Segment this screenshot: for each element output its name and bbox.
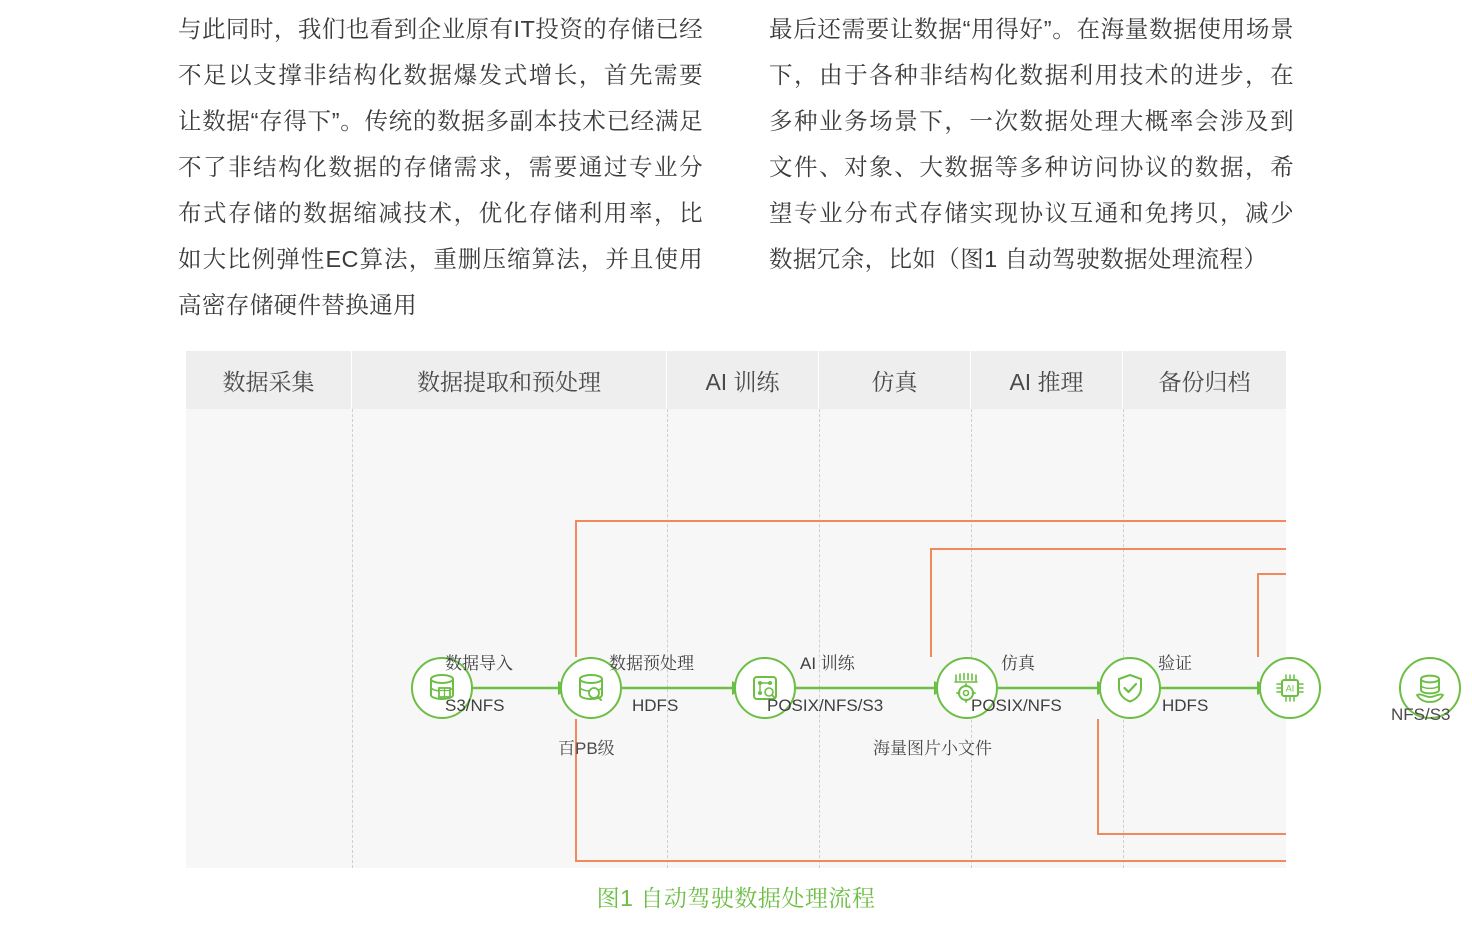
phase-header-row bbox=[186, 351, 1286, 409]
svg-text:AI: AI bbox=[1285, 683, 1295, 694]
phase-backup-archive: 备份归档 bbox=[1158, 368, 1251, 395]
flow-label-protocol: POSIX/NFS bbox=[971, 696, 1062, 715]
lane-divider bbox=[1123, 409, 1125, 868]
lane-divider bbox=[352, 409, 354, 868]
node-sublabel-ai-training: 海量图片小文件 bbox=[873, 739, 992, 758]
phase-data-extraction: 数据提取和预处理 bbox=[352, 351, 667, 409]
ai-chip-icon bbox=[1272, 670, 1308, 706]
lane-divider bbox=[667, 409, 669, 868]
node-simulation[interactable] bbox=[1099, 657, 1161, 719]
flow-label-protocol: HDFS bbox=[632, 696, 679, 715]
flow-label-protocol: S3/NFS bbox=[445, 696, 505, 715]
connector-wires bbox=[186, 409, 1286, 868]
phase-ai-inference: AI 推理 bbox=[971, 351, 1123, 409]
paragraph-left: 与此同时，我们也看到企业原有IT投资的存储已经不足以支撑非结构化数据爆发式增长，首先需要让数据“存得下”。传统的数据多副本技术已经满足不了非结构化数据的存储需求，需要通过专业分布式存储的数据缩减技术，优化存储利用率，比如大比例弹性EC算法，重删压缩算法，并且使用高密存储硬件替换通用 bbox=[178, 16, 703, 318]
article-text bbox=[0, 0, 1472, 340]
database-search-icon bbox=[574, 671, 608, 705]
figure-caption: 图1 自动驾驶数据处理流程 bbox=[596, 885, 876, 911]
process-flow-figure bbox=[186, 351, 1451, 868]
paragraph-right: 最后还需要让数据“用得好”。在海量数据使用场景下，由于各种非结构化数据利用技术的进步，在多种业务场景下，一次数据处理大概率会涉及到文件、对象、大数据等多种访问协议的数据，希望专业分布式存储实现协议互通和免拷贝，减少数据冗余，比如（图1 自动驾驶数据处理流程） bbox=[769, 16, 1294, 272]
phase-data-collection: 数据采集 bbox=[186, 351, 352, 409]
flow-label-title: 仿真 bbox=[1001, 654, 1035, 673]
node-sublabel-data-import: 百PB级 bbox=[558, 739, 615, 758]
article-left-column bbox=[178, 6, 703, 340]
shield-check-icon bbox=[1113, 671, 1147, 705]
flow-label-title: AI 训练 bbox=[800, 654, 855, 673]
database-hand-icon bbox=[1413, 671, 1447, 705]
flow-label-protocol: POSIX/NFS/S3 bbox=[767, 696, 884, 715]
article-right-column bbox=[769, 6, 1294, 340]
phase-ai-training: AI 训练 bbox=[667, 351, 819, 409]
lane-divider bbox=[819, 409, 821, 868]
phase-simulation: 仿真 bbox=[819, 351, 971, 409]
node-ai-inference[interactable] bbox=[1259, 657, 1321, 719]
flow-label-protocol: HDFS bbox=[1162, 696, 1209, 715]
flow-label-title: 数据导入 bbox=[445, 654, 513, 673]
flow-label-title: 验证 bbox=[1158, 654, 1192, 673]
node-sublabel-backup-archive: NFS/S3 bbox=[1391, 705, 1451, 724]
lane-divider bbox=[971, 409, 973, 868]
flow-diagram-body bbox=[186, 409, 1451, 868]
flow-label-title: 数据预处理 bbox=[609, 654, 694, 673]
